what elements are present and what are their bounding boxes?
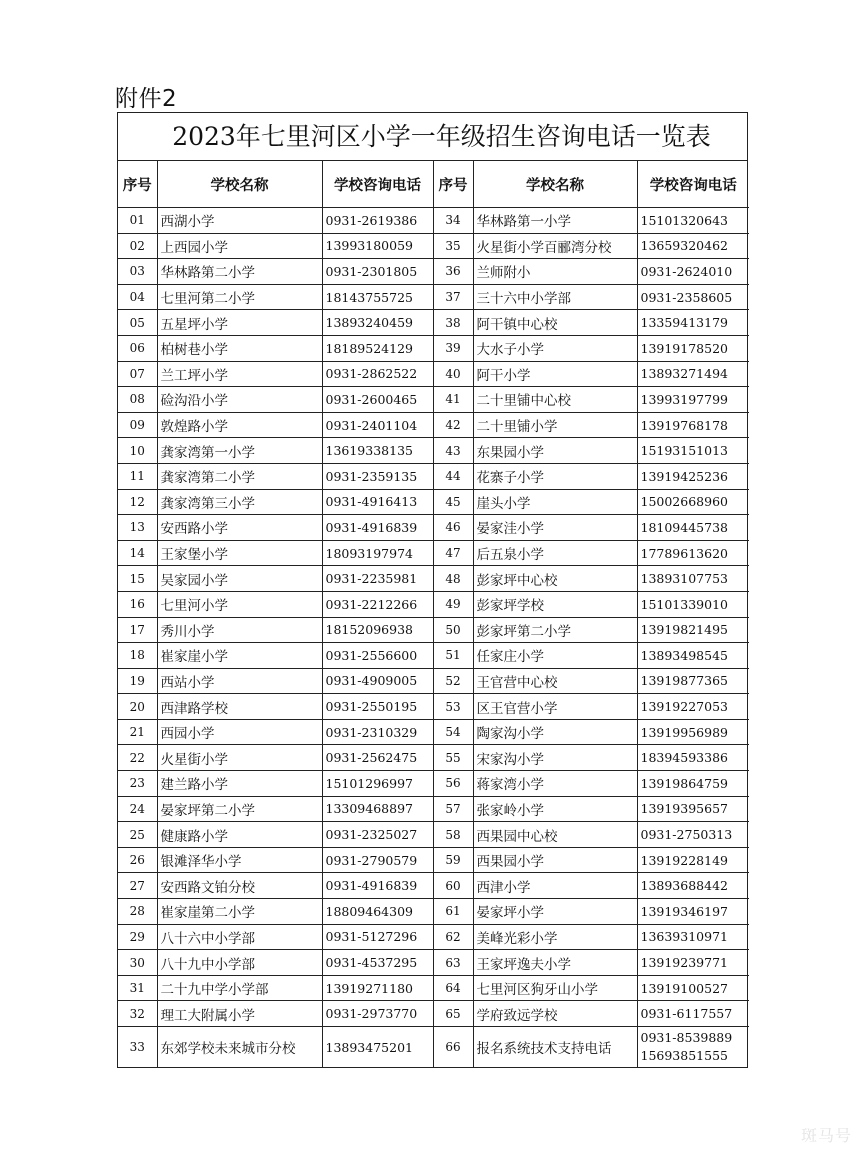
table-row: [118, 975, 749, 1001]
school-name-right: 王官营中心校: [473, 668, 637, 694]
school-phone-left: 0931-4916839: [322, 515, 433, 541]
school-phone-left: 0931-2235981: [322, 566, 433, 592]
school-name-left: 硷沟沿小学: [157, 387, 322, 413]
school-phone-right: 13639310971: [637, 924, 749, 950]
table-row: [118, 694, 749, 720]
row-no-right: 39: [433, 335, 473, 361]
table-row: [118, 489, 749, 515]
table-row: [118, 899, 749, 925]
table-row: [118, 233, 749, 259]
row-no-left: 05: [118, 310, 157, 336]
school-phone-right: 13893107753: [637, 566, 749, 592]
school-name-right: 宋家沟小学: [473, 745, 637, 771]
school-name-left: 龚家湾第二小学: [157, 463, 322, 489]
row-no-right: 58: [433, 822, 473, 848]
row-no-left: 12: [118, 489, 157, 515]
row-no-right: 50: [433, 617, 473, 643]
attachment-label: 附件2: [115, 86, 178, 112]
row-no-left: 19: [118, 668, 157, 694]
school-phone-left: 0931-5127296: [322, 924, 433, 950]
row-no-left: 26: [118, 847, 157, 873]
school-phone-right: 13919346197: [637, 899, 749, 925]
table-row: [118, 361, 749, 387]
school-phone-right: 0931-2750313: [637, 822, 749, 848]
school-phone-right: 15002668960: [637, 489, 749, 515]
school-name-right: 阿干镇中心校: [473, 310, 637, 336]
school-phone-left: 0931-2600465: [322, 387, 433, 413]
school-phone-left: 0931-4916839: [322, 873, 433, 899]
table-row: [118, 873, 749, 899]
school-name-right: 晏家坪小学: [473, 899, 637, 925]
school-phone-left: 13309468897: [322, 796, 433, 822]
school-name-right: 三十六中小学部: [473, 284, 637, 310]
school-name-left: 健康路小学: [157, 822, 322, 848]
row-no-right: 42: [433, 412, 473, 438]
school-phone-left: 0931-2301805: [322, 259, 433, 285]
row-no-right: 64: [433, 975, 473, 1001]
school-phone-right: 13919864759: [637, 771, 749, 797]
school-phone-right: 13919100527: [637, 975, 749, 1001]
school-name-left: 柏树巷小学: [157, 335, 322, 361]
school-name-left: 二十九中学小学部: [157, 975, 322, 1001]
table-row: [118, 719, 749, 745]
table-body: [118, 208, 749, 1068]
table-row: [118, 515, 749, 541]
school-phone-right: 13919877365: [637, 668, 749, 694]
school-phone-right: 13919821495: [637, 617, 749, 643]
school-phone-left: 13993180059: [322, 233, 433, 259]
school-phone-left: 0931-2790579: [322, 847, 433, 873]
row-no-left: 30: [118, 950, 157, 976]
school-phone-right: 13993197799: [637, 387, 749, 413]
school-phone-right: 15101339010: [637, 591, 749, 617]
row-no-right: 46: [433, 515, 473, 541]
row-no-left: 02: [118, 233, 157, 259]
row-no-right: 52: [433, 668, 473, 694]
row-no-right: 63: [433, 950, 473, 976]
school-name-right: 报名系统技术支持电话: [473, 1027, 637, 1068]
school-phone-right: 15101320643: [637, 208, 749, 234]
school-name-left: 建兰路小学: [157, 771, 322, 797]
school-name-right: 阿干小学: [473, 361, 637, 387]
row-no-right: 48: [433, 566, 473, 592]
school-name-left: 火星街小学: [157, 745, 322, 771]
table-row: [118, 847, 749, 873]
school-phone-right: 13893271494: [637, 361, 749, 387]
table-row: [118, 387, 749, 413]
row-no-left: 33: [118, 1027, 157, 1068]
header-school-left: 学校名称: [157, 161, 322, 208]
row-no-left: 32: [118, 1001, 157, 1027]
row-no-left: 15: [118, 566, 157, 592]
row-no-right: 57: [433, 796, 473, 822]
school-phone-left: 13893240459: [322, 310, 433, 336]
contact-table-sheet: [117, 112, 748, 1068]
school-name-left: 崔家崖第二小学: [157, 899, 322, 925]
row-no-right: 37: [433, 284, 473, 310]
school-phone-right: 13919227053: [637, 694, 749, 720]
school-name-left: 崔家崖小学: [157, 643, 322, 669]
school-name-left: 银滩泽华小学: [157, 847, 322, 873]
table-row: [118, 540, 749, 566]
school-name-right: 学府致远学校: [473, 1001, 637, 1027]
row-no-right: 36: [433, 259, 473, 285]
school-name-right: 西津小学: [473, 873, 637, 899]
school-name-right: 美峰光彩小学: [473, 924, 637, 950]
table-row: [118, 771, 749, 797]
watermark: 斑马号: [800, 1126, 852, 1145]
table-title: 2023年七里河区小学一年级招生咨询电话一览表: [118, 113, 747, 161]
school-name-left: 东郊学校未来城市分校: [157, 1027, 322, 1068]
school-name-right: 晏家洼小学: [473, 515, 637, 541]
school-name-right: 东果园小学: [473, 438, 637, 464]
header-no-right: 序号: [433, 161, 473, 208]
row-no-left: 13: [118, 515, 157, 541]
row-no-right: 59: [433, 847, 473, 873]
table-row: [118, 566, 749, 592]
row-no-left: 04: [118, 284, 157, 310]
school-name-right: 兰师附小: [473, 259, 637, 285]
school-phone-left: 0931-2562475: [322, 745, 433, 771]
school-phone-right: 17789613620: [637, 540, 749, 566]
school-phone-left: 0931-4537295: [322, 950, 433, 976]
table-row: [118, 668, 749, 694]
school-phone-right: 0931-6117557: [637, 1001, 749, 1027]
school-name-left: 龚家湾第一小学: [157, 438, 322, 464]
school-phone-left: 0931-2550195: [322, 694, 433, 720]
school-name-left: 晏家坪第二小学: [157, 796, 322, 822]
table-row: [118, 796, 749, 822]
table-row: [118, 208, 749, 234]
school-phone-left: 18143755725: [322, 284, 433, 310]
row-no-right: 49: [433, 591, 473, 617]
school-phone-right: 13919228149: [637, 847, 749, 873]
school-phone-right: 15193151013: [637, 438, 749, 464]
school-name-right: 七里河区狗牙山小学: [473, 975, 637, 1001]
school-name-left: 七里河小学: [157, 591, 322, 617]
school-phone-left: 0931-2212266: [322, 591, 433, 617]
row-no-left: 27: [118, 873, 157, 899]
school-phone-right: 13919768178: [637, 412, 749, 438]
row-no-right: 66: [433, 1027, 473, 1068]
school-name-right: 陶家沟小学: [473, 719, 637, 745]
row-no-right: 34: [433, 208, 473, 234]
row-no-left: 01: [118, 208, 157, 234]
row-no-right: 47: [433, 540, 473, 566]
row-no-left: 09: [118, 412, 157, 438]
row-no-right: 43: [433, 438, 473, 464]
school-phone-left: 0931-2325027: [322, 822, 433, 848]
table-row: [118, 591, 749, 617]
row-no-right: 40: [433, 361, 473, 387]
school-name-right: 彭家坪中心校: [473, 566, 637, 592]
school-name-left: 上西园小学: [157, 233, 322, 259]
row-no-right: 56: [433, 771, 473, 797]
school-name-left: 八十九中小学部: [157, 950, 322, 976]
school-name-right: 西果园小学: [473, 847, 637, 873]
header-no-left: 序号: [118, 161, 157, 208]
school-phone-right: 13893498545: [637, 643, 749, 669]
school-name-right: 蒋家湾小学: [473, 771, 637, 797]
school-phone-left: 0931-2862522: [322, 361, 433, 387]
school-phone-left: 13619338135: [322, 438, 433, 464]
school-phone-right: 18394593386: [637, 745, 749, 771]
school-name-left: 理工大附属小学: [157, 1001, 322, 1027]
school-name-left: 敦煌路小学: [157, 412, 322, 438]
table-row: [118, 1001, 749, 1027]
row-no-right: 62: [433, 924, 473, 950]
row-no-left: 10: [118, 438, 157, 464]
school-name-right: 王家坪逸夫小学: [473, 950, 637, 976]
row-no-right: 54: [433, 719, 473, 745]
table-row: [118, 822, 749, 848]
row-no-left: 21: [118, 719, 157, 745]
school-name-right: 彭家坪第二小学: [473, 617, 637, 643]
row-no-left: 11: [118, 463, 157, 489]
school-phone-left: 18152096938: [322, 617, 433, 643]
school-phone-left: 0931-2401104: [322, 412, 433, 438]
table-row: [118, 310, 749, 336]
school-phone-left: 15101296997: [322, 771, 433, 797]
row-no-left: 07: [118, 361, 157, 387]
row-no-left: 22: [118, 745, 157, 771]
school-name-left: 西湖小学: [157, 208, 322, 234]
school-phone-right: [637, 1027, 749, 1068]
table-row: [118, 335, 749, 361]
school-phone-left: 0931-2619386: [322, 208, 433, 234]
row-no-left: 08: [118, 387, 157, 413]
table-row: [118, 924, 749, 950]
school-phone-right: 13919956989: [637, 719, 749, 745]
school-phone-right: 13919395657: [637, 796, 749, 822]
table-row: [118, 617, 749, 643]
school-name-left: 秀川小学: [157, 617, 322, 643]
school-name-left: 华林路第二小学: [157, 259, 322, 285]
school-phone-right: 13359413179: [637, 310, 749, 336]
school-name-right: 二十里铺小学: [473, 412, 637, 438]
school-phone-right: 13919239771: [637, 950, 749, 976]
school-phone-right: 13919425236: [637, 463, 749, 489]
row-no-right: 53: [433, 694, 473, 720]
header-school-right: 学校名称: [473, 161, 637, 208]
school-phone-left: 0931-2556600: [322, 643, 433, 669]
row-no-left: 03: [118, 259, 157, 285]
school-name-right: 任家庄小学: [473, 643, 637, 669]
school-phone-right: 18109445738: [637, 515, 749, 541]
table-row: [118, 950, 749, 976]
school-phone-right: 13659320462: [637, 233, 749, 259]
school-phone-right: 13919178520: [637, 335, 749, 361]
school-phone-left: 18189524129: [322, 335, 433, 361]
row-no-right: 41: [433, 387, 473, 413]
row-no-left: 25: [118, 822, 157, 848]
row-no-left: 23: [118, 771, 157, 797]
school-name-right: 花寨子小学: [473, 463, 637, 489]
phone-line-2: 15693851555: [640, 1048, 728, 1063]
row-no-right: 38: [433, 310, 473, 336]
school-name-right: 崖头小学: [473, 489, 637, 515]
table-row: [118, 438, 749, 464]
table-row: [118, 259, 749, 285]
school-name-left: 王家堡小学: [157, 540, 322, 566]
school-name-left: 七里河第二小学: [157, 284, 322, 310]
header-row: [118, 161, 749, 208]
school-name-left: 兰工坪小学: [157, 361, 322, 387]
row-no-left: 28: [118, 899, 157, 925]
row-no-left: 17: [118, 617, 157, 643]
school-name-right: 华林路第一小学: [473, 208, 637, 234]
school-name-left: 西津路学校: [157, 694, 322, 720]
row-no-right: 51: [433, 643, 473, 669]
phone-line-1: 0931-8539889: [640, 1030, 733, 1045]
table-row: [118, 412, 749, 438]
table-row: [118, 463, 749, 489]
row-no-right: 45: [433, 489, 473, 515]
row-no-right: 60: [433, 873, 473, 899]
header-phone-right: 学校咨询电话: [637, 161, 749, 208]
school-phone-left: 0931-4909005: [322, 668, 433, 694]
table-row: [118, 284, 749, 310]
row-no-left: 29: [118, 924, 157, 950]
school-phone-right: 13893688442: [637, 873, 749, 899]
school-phone-left: 13919271180: [322, 975, 433, 1001]
school-name-left: 五星坪小学: [157, 310, 322, 336]
table-row: [118, 1027, 749, 1068]
school-phone-left: 18809464309: [322, 899, 433, 925]
table-row: [118, 643, 749, 669]
row-no-left: 14: [118, 540, 157, 566]
school-name-right: 二十里铺中心校: [473, 387, 637, 413]
school-phone-right: 0931-2624010: [637, 259, 749, 285]
row-no-right: 61: [433, 899, 473, 925]
school-name-right: 大水子小学: [473, 335, 637, 361]
row-no-left: 06: [118, 335, 157, 361]
contact-table: [118, 161, 749, 1067]
school-name-right: 彭家坪学校: [473, 591, 637, 617]
school-name-left: 八十六中小学部: [157, 924, 322, 950]
school-name-right: 后五泉小学: [473, 540, 637, 566]
school-phone-left: 0931-2359135: [322, 463, 433, 489]
row-no-right: 65: [433, 1001, 473, 1027]
school-name-right: 火星街小学百郦湾分校: [473, 233, 637, 259]
school-name-left: 西站小学: [157, 668, 322, 694]
school-phone-left: 18093197974: [322, 540, 433, 566]
school-name-right: 区王官营小学: [473, 694, 637, 720]
school-phone-right: 0931-2358605: [637, 284, 749, 310]
row-no-left: 20: [118, 694, 157, 720]
school-phone-left: 0931-2310329: [322, 719, 433, 745]
row-no-left: 24: [118, 796, 157, 822]
school-name-left: 龚家湾第三小学: [157, 489, 322, 515]
school-name-right: 西果园中心校: [473, 822, 637, 848]
school-phone-left: 13893475201: [322, 1027, 433, 1068]
row-no-left: 31: [118, 975, 157, 1001]
row-no-left: 18: [118, 643, 157, 669]
school-phone-left: 0931-4916413: [322, 489, 433, 515]
school-name-left: 西园小学: [157, 719, 322, 745]
school-name-left: 安西路小学: [157, 515, 322, 541]
school-phone-left: 0931-2973770: [322, 1001, 433, 1027]
school-name-left: 安西路文铂分校: [157, 873, 322, 899]
header-phone-left: 学校咨询电话: [322, 161, 433, 208]
row-no-right: 35: [433, 233, 473, 259]
row-no-right: 44: [433, 463, 473, 489]
school-name-left: 吴家园小学: [157, 566, 322, 592]
row-no-left: 16: [118, 591, 157, 617]
table-row: [118, 745, 749, 771]
row-no-right: 55: [433, 745, 473, 771]
school-name-right: 张家岭小学: [473, 796, 637, 822]
